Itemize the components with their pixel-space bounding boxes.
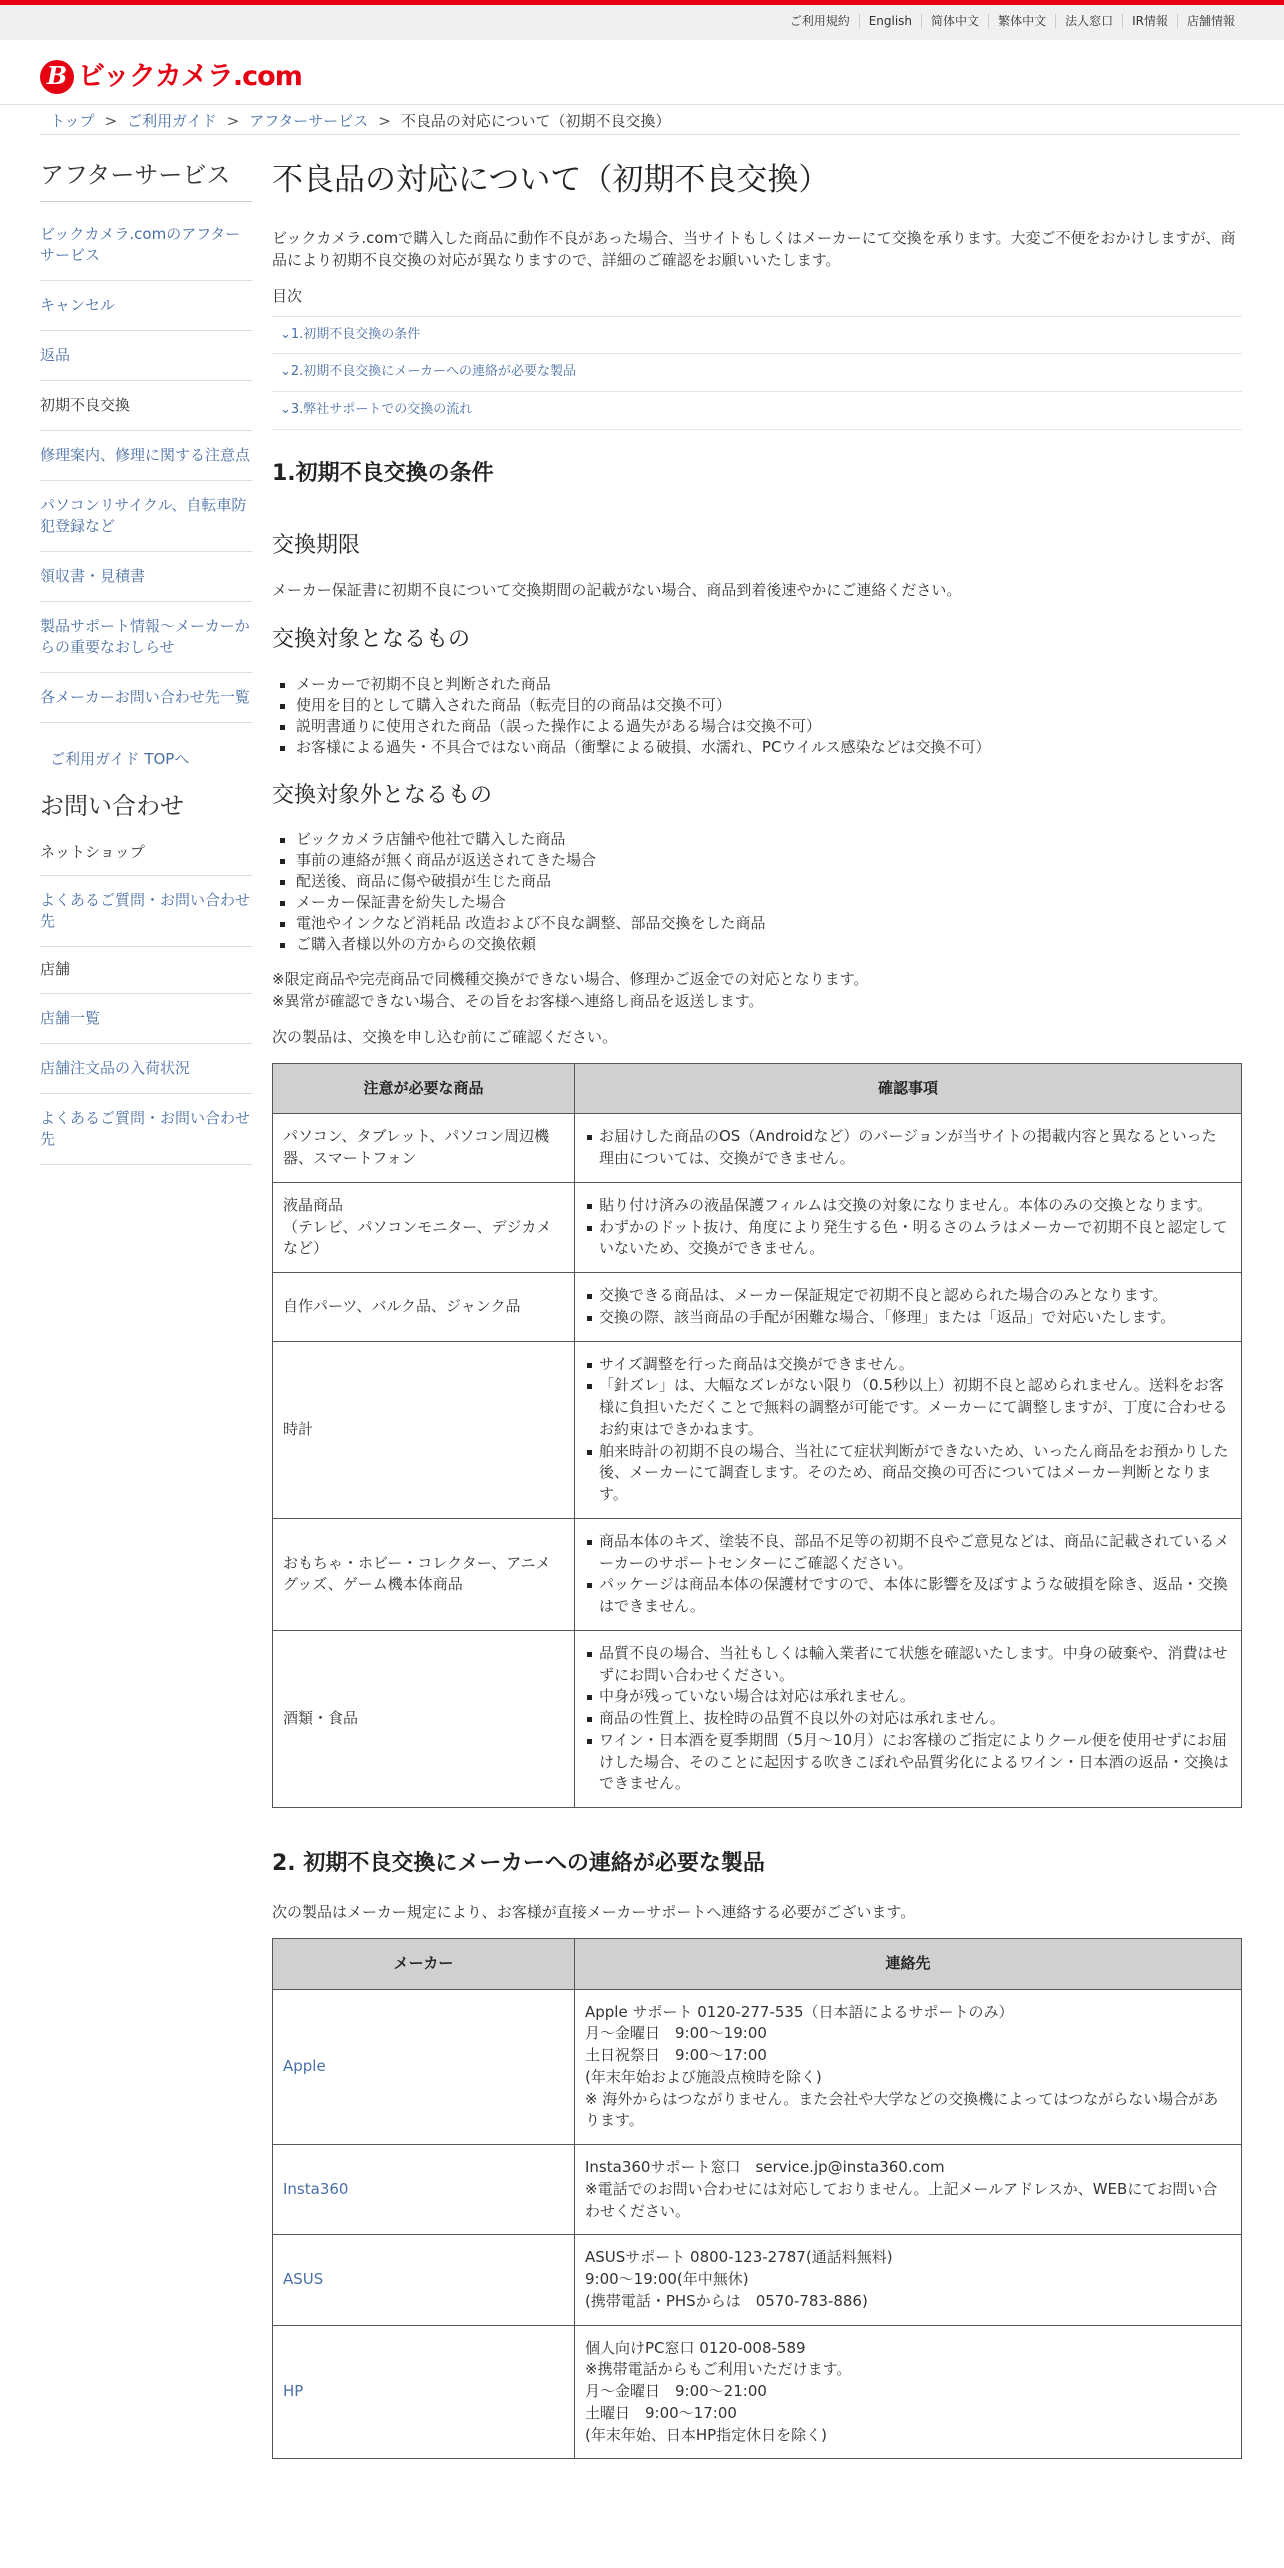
notes <box>272 969 1242 1013</box>
list-item: 配送後、商品に傷や破損が生じた商品 <box>272 871 1242 892</box>
util-link-english[interactable]: English <box>859 14 921 28</box>
sidebar-item-cancel[interactable]: キャンセル <box>40 281 252 331</box>
list-item: 使用を目的として購入された商品（転売目的の商品は交換不可） <box>272 695 1242 716</box>
maker-contact-table <box>272 1938 1242 2460</box>
sidebar-store-list[interactable]: 店舗一覧 <box>40 994 252 1044</box>
table-row <box>273 2235 1242 2325</box>
util-link-simplified-chinese[interactable]: 简体中文 <box>921 14 988 28</box>
toc-label: 目次 <box>272 286 303 305</box>
chevron-down-icon: ⌄ <box>280 364 291 380</box>
maker-cell[interactable] <box>273 2145 575 2235</box>
list-item: 事前の連絡が無く商品が返送されてきた場合 <box>272 850 1242 871</box>
list-item: メーカー保証書を紛失した場合 <box>272 892 1242 913</box>
list-item: お客様による過失・不具合ではない商品（衝撃による破損、水濡れ、PCウイルス感染などは交換不可） <box>272 737 1242 758</box>
product-cell: 自作パーツ、バルク品、ジャンク品 <box>273 1273 575 1342</box>
table-header: 連絡先 <box>575 1938 1242 1989</box>
logo-text: ビックカメラ.com <box>78 61 302 92</box>
table-header: 確認事項 <box>575 1063 1242 1114</box>
util-link-corporate[interactable]: 法人窓口 <box>1055 14 1122 28</box>
list-item: ご購入者様以外の方からの交換依頼 <box>272 934 1242 955</box>
target-list <box>272 674 1242 758</box>
breadcrumb <box>50 111 671 133</box>
sidebar-item-receipt[interactable]: 領収書・見積書 <box>40 552 252 602</box>
product-cell: 液晶商品 （テレビ、パソコンモニター、デジカメなど） <box>273 1182 575 1272</box>
breadcrumb-aftersales[interactable]: アフターサービス <box>249 112 369 130</box>
breadcrumb-guide[interactable]: ご利用ガイド <box>127 112 217 130</box>
product-cell: 時計 <box>273 1341 575 1518</box>
table-row <box>273 1989 1242 2145</box>
sidebar-guide-top-link[interactable]: ご利用ガイド TOPへ <box>50 750 190 769</box>
notes-cell: 品質不良の場合、当社もしくは輸入業者にて状態を確認いたします。中身の破棄や、消費はせずにお問い合わせください。 中身が残っていない場合は対応は承れません。 商品の性質上、抜栓時の品質不良以外の対応は承れません。 ワイン・日本酒を夏季期間（5月～10月）にお客様のご指定によりクール便を使用せずにお届けした場合、そのことに起因する吹きこぼれや品質劣化によるワイン・日本酒の返品・交換はできません。 <box>575 1630 1242 1807</box>
table-header: メーカー <box>273 1938 575 1989</box>
util-link-terms[interactable]: ご利用規約 <box>789 14 850 28</box>
sidebar-netshop-heading: ネットショップ <box>40 830 252 877</box>
sidebar-item-aftersales-overview[interactable]: ビックカメラ.comのアフターサービス <box>40 210 252 281</box>
sidebar-store-faq[interactable]: よくあるご質問・お問い合わせ先 <box>40 1094 252 1165</box>
breadcrumb-current: 不良品の対応について（初期不良交換） <box>400 112 671 130</box>
breadcrumb-separator: > <box>378 112 391 130</box>
main-content <box>272 160 1242 2483</box>
list-item: ビックカメラ店舗や他社で購入した商品 <box>272 829 1242 850</box>
util-link-traditional-chinese[interactable]: 繁体中文 <box>988 14 1055 28</box>
product-cell: パソコン、タブレット、パソコン周辺機器、スマートフォン <box>273 1114 575 1183</box>
chevron-down-icon: ⌄ <box>280 326 291 342</box>
section2-intro: 次の製品はメーカー規定により、お客様が直接メーカーサポートへ連絡する必要がございます。 <box>272 1903 916 1922</box>
note-line: ※限定商品や完売商品で同機種交換ができない場合、修理かご返金での対応となります。 <box>272 970 869 989</box>
breadcrumb-separator: > <box>226 112 240 130</box>
note-line: ※異常が確認できない場合、その旨をお客様へ連絡し商品を返送します。 <box>272 992 764 1011</box>
table-row <box>273 1341 1242 1518</box>
site-header <box>0 40 1284 105</box>
period-text: メーカー保証書に初期不良について交換期間の記載がない場合、商品到着後速やかにご連絡ください。 <box>272 580 962 599</box>
table-row <box>273 1273 1242 1342</box>
util-link-ir[interactable]: IR情報 <box>1122 14 1177 28</box>
sidebar-item-return[interactable]: 返品 <box>40 331 252 381</box>
sidebar-item-initial-defect: 初期不良交換 <box>40 381 252 431</box>
sidebar-netshop-faq[interactable]: よくあるご質問・お問い合わせ先 <box>40 876 252 947</box>
product-cell: おもちゃ・ホビー・コレクター、アニメグッズ、ゲーム機本体商品 <box>273 1518 575 1630</box>
sidebar-item-product-support[interactable]: 製品サポート情報～メーカーからの重要なおしらせ <box>40 602 252 673</box>
sidebar <box>40 160 252 1165</box>
table-row <box>273 1630 1242 1807</box>
page-title: 不良品の対応について（初期不良交換） <box>272 162 830 198</box>
notes-cell: 貼り付け済みの液晶保護フィルムは交換の対象になりません。本体のみの交換となります。 わずかのドット抜け、角度により発生する色・明るさのムラはメーカーで初期不良と認定していないため、交換ができません。 <box>575 1182 1242 1272</box>
table-row <box>273 2325 1242 2459</box>
section-heading: 1.初期不良交換の条件 <box>272 461 494 487</box>
sidebar-store-stock[interactable]: 店舗注文品の入荷状況 <box>40 1044 252 1094</box>
maker-link-apple[interactable]: Apple <box>283 2056 326 2075</box>
list-item: 説明書通りに使用された商品（誤った操作による過失がある場合は交換不可） <box>272 716 1242 737</box>
table-header-row <box>273 1938 1242 1989</box>
sidebar-item-maker-contacts[interactable]: 各メーカーお問い合わせ先一覧 <box>40 673 252 723</box>
list-item: 電池やインクなど消耗品 改造および不良な調整、部品交換をした商品 <box>272 913 1242 934</box>
toc-item[interactable]: ⌄2.初期不良交換にメーカーへの連絡が必要な製品 <box>272 353 1242 391</box>
table-row <box>273 1518 1242 1630</box>
contact-cell: ASUSサポート 0800-123-2787(通話料無料) 9:00～19:00(年中無休) (携帯電話・PHSからは 0570-783-886) <box>575 2235 1242 2325</box>
product-cell: 酒類・食品 <box>273 1630 575 1807</box>
table-row <box>273 1182 1242 1272</box>
table-header: 注意が必要な商品 <box>273 1063 575 1114</box>
contact-cell: Insta360サポート窓口 service.jp@insta360.com ※電話でのお問い合わせには対応しておりません。上記メールアドレスか、WEBにてお問い合わせください。 <box>575 2145 1242 2235</box>
notes-cell: 交換できる商品は、メーカー保証規定で初期不良と認められた場合のみとなります。 交換の際、該当商品の手配が困難な場合、「修理」または「返品」で対応いたします。 <box>575 1273 1242 1342</box>
table-intro: 次の製品は、交換を申し込む前にご確認ください。 <box>272 1027 618 1046</box>
breadcrumb-top[interactable]: トップ <box>50 112 95 130</box>
table-of-contents <box>272 316 1242 431</box>
maker-cell[interactable] <box>273 2235 575 2325</box>
breadcrumb-separator: > <box>104 112 118 130</box>
sidebar-contact-title: お問い合わせ <box>40 791 184 820</box>
sidebar-store-heading: 店舗 <box>40 947 252 994</box>
table-header-row <box>273 1063 1242 1114</box>
caution-table <box>272 1063 1242 1809</box>
notes-cell: サイズ調整を行った商品は交換ができません。 「針ズレ」は、大幅なズレがない限り（0.5秒以上）初期不良と認められません。送料をお客様に負担いただくことで無料の調整が可能です。メーカーにて調整しますが、丁度に合わせるお約束はできかねます。 舶来時計の初期不良の場合、当社にて症状判断ができないため、いったん商品をお預かりした後、メーカーにて調査します。そのため、商品交換の可否についてはメーカー判断となります。 <box>575 1341 1242 1518</box>
sidebar-title: アフターサービス <box>40 160 252 202</box>
maker-link-insta360[interactable]: Insta360 <box>283 2179 349 2198</box>
notes-cell: 商品本体のキズ、塗装不良、部品不足等の初期不良やご意見などは、商品に記載されているメーカーのサポートセンターにご確認ください。 パッケージは商品本体の保護材ですので、本体に影響を及ぼすような破損を除き、返品・交換はできません。 <box>575 1518 1242 1630</box>
exclude-list <box>272 829 1242 955</box>
maker-link-hp[interactable]: HP <box>283 2382 304 2401</box>
section-heading: 2. 初期不良交換にメーカーへの連絡が必要な製品 <box>272 1851 765 1877</box>
site-logo[interactable] <box>40 57 302 96</box>
util-link-store-info[interactable]: 店舗情報 <box>1177 14 1244 28</box>
utility-links <box>781 14 1244 28</box>
sidebar-item-repair[interactable]: 修理案内、修理に関する注意点 <box>40 431 252 481</box>
utility-bar <box>0 5 1284 40</box>
subsection-heading: 交換対象となるもの <box>272 626 471 652</box>
toc-item[interactable]: ⌄3.弊社サポートでの交換の流れ <box>272 391 1242 430</box>
subsection-heading: 交換期限 <box>272 532 361 558</box>
subsection-heading: 交換対象外となるもの <box>272 782 493 808</box>
contact-cell: 個人向けPC窓口 0120-008-589 ※携帯電話からもご利用いただけます。 月～金曜日 9:00～21:00 土曜日 9:00～17:00 (年末年始、日本HP指定休日を除く) <box>575 2325 1242 2459</box>
maker-link-asus[interactable]: ASUS <box>283 2270 324 2289</box>
logo-mark-icon: B <box>40 60 74 94</box>
maker-cell[interactable] <box>273 2325 575 2459</box>
toc-item[interactable]: ⌄1.初期不良交換の条件 <box>272 316 1242 354</box>
chevron-down-icon: ⌄ <box>280 402 291 418</box>
intro-text: ビックカメラ.comで購入した商品に動作不良があった場合、当サイトもしくはメーカーにて交換を承ります。大変ご不便をおかけしますが、商品により初期不良交換の対応が異なりますので、詳細のご確認をお願いいたします。 <box>272 229 1236 270</box>
table-row <box>273 1114 1242 1183</box>
list-item: メーカーで初期不良と判断された商品 <box>272 674 1242 695</box>
sidebar-item-pc-recycle[interactable]: パソコンリサイクル、自転車防犯登録など <box>40 481 252 552</box>
maker-cell[interactable] <box>273 1989 575 2145</box>
table-row <box>273 2145 1242 2235</box>
notes-cell: お届けした商品のOS（Androidなど）のバージョンが当サイトの掲載内容と異なるといった理由については、交換ができません。 <box>575 1114 1242 1183</box>
contact-cell: Apple サポート 0120-277-535（日本語によるサポートのみ） 月～金曜日 9:00～19:00 土日祝祭日 9:00～17:00 (年末年始および施設点検時を除く) ※ 海外からはつながりません。また会社や大学などの交換機によってはつながらない場合があります。 <box>575 1989 1242 2145</box>
breadcrumb-divider <box>40 134 1240 135</box>
